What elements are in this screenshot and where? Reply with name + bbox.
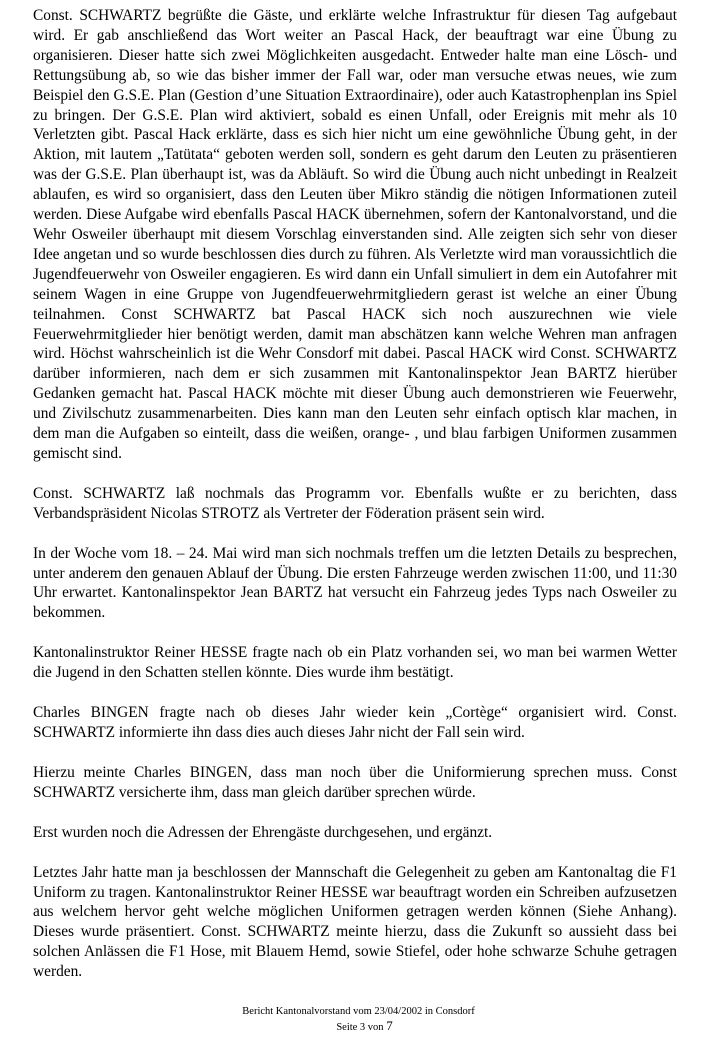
paragraph-uniform-discussion: Hierzu meinte Charles BINGEN, dass man noch über die Uniformierung sprechen muss. Const SCHWARTZ versicherte ihm, dass man gleich darüber sprechen würde. — [33, 763, 677, 801]
paragraph-program: Const. SCHWARTZ laß nochmals das Programm vor. Ebenfalls wußte er zu berichten, dass Verbandspräsident Nicolas STROTZ als Vertreter der Föderation präsent sein wird. — [33, 484, 677, 522]
footer-report-line: Bericht Kantonalvorstand vom 23/04/2002 in Consdorf — [242, 1006, 475, 1017]
document-body — [33, 6, 677, 1002]
paragraph-meeting-date: In der Woche vom 18. – 24. Mai wird man sich nochmals treffen um die letzten Details zu besprechen, unter anderem den genauen Ablauf der Übung. Die ersten Fahrzeuge werden zwischen 11:00, und 11:30 Uhr erwartet. Kantonalinspektor Jean BARTZ hat versucht ein Fahrzeug jedes Typs nach Osweiler zu bekommen. — [33, 544, 677, 622]
footer-page-number — [0, 1019, 717, 1035]
paragraph-cortege: Charles BINGEN fragte nach ob dieses Jahr wieder kein „Cortège“ organisiert wird. Const. SCHWARTZ informierte ihn dass dies auch dieses Jahr nicht der Fall sein wird. — [33, 704, 677, 741]
footer-page-total: 7 — [386, 1018, 393, 1033]
paragraph-shade-area: Kantonalinstruktor Reiner HESSE fragte nach ob ein Platz vorhanden sei, wo man bei warmen Wetter die Jugend in den Schatten stellen könnte. Dies wurde ihm bestätigt. — [33, 644, 677, 682]
paragraph-guest-addresses: Erst wurden noch die Adressen der Ehrengäste durchgesehen, und ergänzt. — [33, 823, 493, 841]
paragraph-exercise-planning: Const. SCHWARTZ begrüßte die Gäste, und erklärte welche Infrastruktur für diesen Tag aufgebaut wird. Er gab anschließend das Wort weiter an Pascal Hack, der beauftragt war eine Übung zu organisieren. Dieser hatte sich zwei Möglichkeiten ausgedacht. Entweder halte man eine Lösch- und Rettungsübung ab, so wie das bisher immer der Fall war, oder man versuche etwas neues, wie zum Beispiel den G.S.E. Plan (Gestion d’une Situation Extraordinaire), oder auch Katastrophenplan ins Spiel zu bringen. Der G.S.E. Plan wird aktiviert, sobald es einen Unfall, oder Ereignis mit mehr als 10 Verletzten gibt. Pascal Hack erklärte, dass es sich hier nicht um eine gewöhnliche Übung geht, in der Aktion, mit lautem „Tatütata“ geboten werden soll, sondern es geht darum den Leuten zu präsentieren was der G.S.E. Plan überhaupt ist, was da Abläuft. So wird die Übung auch nicht unbedingt in Realzeit ablaufen, es wird so organisiert, dass den Leuten über Mikro ständig die nötigen Informationen zuteil werden. Diese Aufgabe wird ebenfalls Pascal HACK übernehmen, sofern der Kantonalvorstand, und die Wehr Osweiler überhaupt mit diesem Vorschlag einverstanden sind. Alle zeigten sich sehr von dieser Idee angetan und so wurde beschlossen dies durch zu führen. Als Verletzte wird man voraussichtlich die Jugendfeuerwehr von Osweiler engagieren. Es wird dann ein Unfall simuliert in dem ein Autofahrer mit seinem Wagen in eine Gruppe von Jugendfeuerwehrmitgliedern gerast ist welche an einer Übung teilnahmen. Const SCHWARTZ bat Pascal HACK sich noch auszurechnen wie viele Feuerwehrmitglieder hier benötigt werden, damit man abschätzen kann welche Wehren man anfragen wird. Höchst wahrscheinlich ist die Wehr Consdorf mit dabei. Pascal HACK wird Const. SCHWARTZ darüber informieren, nach dem er sich zusammen mit Kantonalinspektor Jean BARTZ hierüber Gedanken gemacht hat. Pascal HACK möchte mit dieser Übung auch demonstrieren wie Feuerwehr, und Zivilschutz zusammenarbeiten. Dies kann man den Leuten sehr einfach optisch klar machen, in dem man die Aufgaben so einteilt, dass die weißen, orange- , und blau farbigen Uniformen zusammen gemischt sind. — [33, 7, 677, 462]
page-footer — [0, 1005, 717, 1035]
paragraph-f1-uniform: Letztes Jahr hatte man ja beschlossen der Mannschaft die Gelegenheit zu geben am Kantonaltag die F1 Uniform zu tragen. Kantonalinstruktor Reiner HESSE war beauftragt worden ein Schreiben aufzusetzen aus welchem hervor geht welche möglichen Uniformen getragen werden können (Siehe Anhang). Dieses wurde präsentiert. Const. SCHWARTZ meinte hierzu, dass die Zukunft so aussieht dass bei solchen Anlässen die F1 Hose, mit Blauem Hemd, sowie Stiefel, oder hohe schwarze Schuhe getragen werden. — [33, 863, 677, 981]
footer-page-label: Seite 3 von — [336, 1022, 384, 1033]
